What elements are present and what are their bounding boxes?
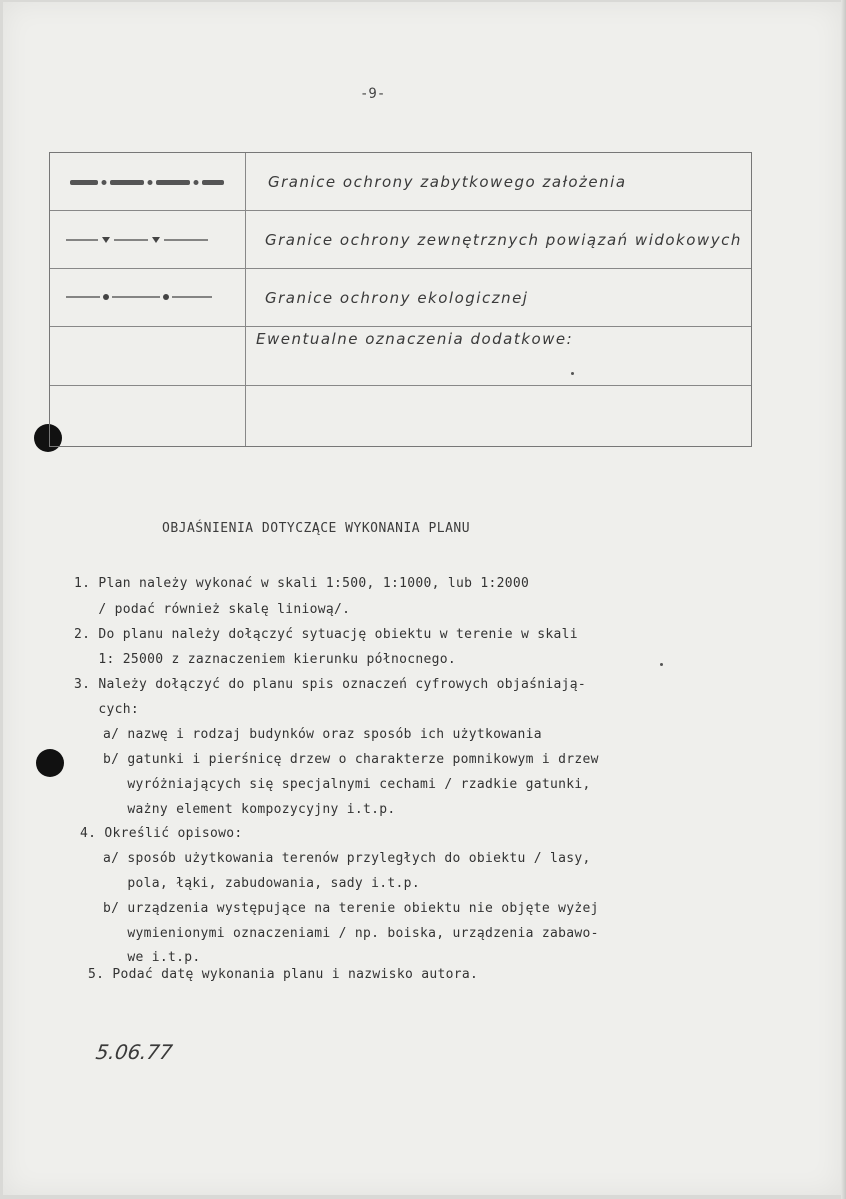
instruction-line: wyróżniających się specjalnymi cechami / rzadkie gatunki, bbox=[103, 777, 591, 792]
instruction-line: 1: 25000 z zaznaczeniem kierunku północnego. bbox=[74, 652, 456, 667]
instruction-line: pola, łąki, zabudowania, sady i.t.p. bbox=[103, 876, 420, 891]
legend-label-views: Granice ochrony zewnętrznych powiązań widokowych bbox=[265, 231, 742, 249]
instruction-line: a/ nazwę i rodzaj budynków oraz sposób ich użytkowania bbox=[103, 727, 542, 742]
instruction-line: we i.t.p. bbox=[103, 950, 201, 965]
page-number: -9- bbox=[360, 86, 386, 102]
instruction-line: cych: bbox=[74, 702, 140, 717]
instruction-line: 1. Plan należy wykonać w skali 1:500, 1:1000, lub 1:2000 bbox=[74, 576, 530, 591]
triangle-line-symbol bbox=[64, 234, 214, 248]
handwritten-date: 5.06.77 bbox=[94, 1040, 175, 1064]
legend-label-heritage: Granice ochrony zabytkowego założenia bbox=[268, 173, 627, 191]
instruction-line: 2. Do planu należy dołączyć sytuację obiektu w terenie w skali bbox=[74, 627, 578, 642]
legend-row-divider bbox=[50, 210, 751, 211]
punch-hole-bottom bbox=[36, 749, 64, 777]
instruction-line: a/ sposób użytkowania terenów przyległych do obiektu / lasy, bbox=[103, 851, 591, 866]
dot-line-symbol bbox=[64, 291, 216, 305]
ink-speck bbox=[571, 372, 574, 375]
instruction-line: 5. Podać datę wykonania planu i nazwisko autora. bbox=[88, 967, 479, 982]
legend-row-divider bbox=[50, 326, 751, 327]
instruction-line: ważny element kompozycyjny i.t.p. bbox=[103, 802, 396, 817]
instruction-line: / podać również skalę liniową/. bbox=[74, 602, 351, 617]
legend-table bbox=[49, 152, 752, 447]
legend-label-additional: Ewentualne oznaczenia dodatkowe: bbox=[256, 330, 574, 348]
instruction-line: 4. Określić opisowo: bbox=[80, 826, 243, 841]
page-edge bbox=[841, 0, 846, 1199]
instruction-line: 3. Należy dołączyć do planu spis oznaczeń cyfrowych objaśniają- bbox=[74, 677, 586, 692]
section-title: OBJAŚNIENIA DOTYCZĄCE WYKONANIA PLANU bbox=[162, 521, 471, 536]
instruction-line: b/ gatunki i pierśnicę drzew o charakterze pomnikowym i drzew bbox=[103, 752, 599, 767]
ink-speck bbox=[660, 663, 663, 666]
legend-column-divider bbox=[245, 153, 246, 446]
instruction-line: b/ urządzenia występujące na terenie obiektu nie objęte wyżej bbox=[103, 901, 599, 916]
legend-label-ecological: Granice ochrony ekologicznej bbox=[265, 289, 529, 307]
legend-row-divider bbox=[50, 385, 751, 386]
instruction-line: wymienionymi oznaczeniami / np. boiska, urządzenia zabawo- bbox=[103, 926, 599, 941]
legend-row-divider bbox=[50, 268, 751, 269]
chain-line-symbol bbox=[68, 176, 228, 190]
